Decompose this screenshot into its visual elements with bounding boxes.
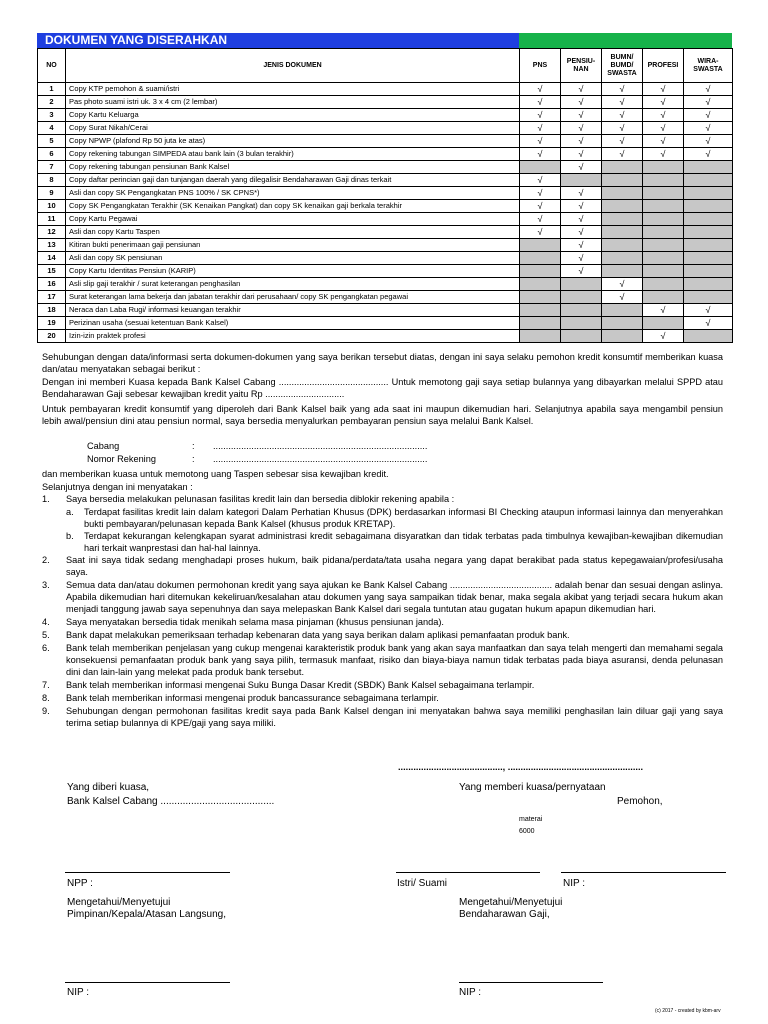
check-pensiunan: √: [561, 265, 602, 278]
row-document-name: Copy rekening tabungan SIMPEDA atau bank lain (3 bulan terakhir): [66, 148, 520, 161]
cabang-label: Cabang: [87, 441, 120, 451]
row-document-name: Asli dan copy Kartu Taspen: [66, 226, 520, 239]
row-number: 20: [38, 330, 66, 343]
na-cell-bumn: [602, 304, 643, 317]
title-bar-accent: [519, 33, 732, 48]
check-profesi: √: [643, 122, 684, 135]
table-row: [38, 213, 733, 226]
check-wiraswasta: √: [684, 96, 733, 109]
na-cell-profesi: [643, 174, 684, 187]
table-row: [38, 252, 733, 265]
na-cell-profesi: [643, 187, 684, 200]
header-wiraswasta: WIRA- SWASTA: [684, 49, 733, 83]
copyright-footer: (c) 2017 - created by kbm-arv: [655, 1008, 721, 1014]
check-profesi: √: [643, 148, 684, 161]
na-cell-bumn: [602, 239, 643, 252]
row-number: 16: [38, 278, 66, 291]
check-profesi: √: [643, 83, 684, 96]
row-number: 15: [38, 265, 66, 278]
na-cell-pns: [520, 304, 561, 317]
rekening-field[interactable]: ....................................................................................: [213, 454, 428, 464]
statement-text: Saya bersedia melakukan pelunasan fasilitas kredit lain dan bersedia diblokir rekening apabila :: [66, 494, 455, 504]
na-cell-bumn: [602, 265, 643, 278]
approval-line-left: [65, 982, 230, 983]
na-cell-profesi: [643, 317, 684, 330]
header-profesi: PROFESI: [643, 49, 684, 83]
table-title-bar: [37, 33, 732, 48]
date-line[interactable]: ........................................., .....................................................: [398, 762, 644, 772]
check-pensiunan: √: [561, 135, 602, 148]
rekening-colon: :: [192, 454, 195, 464]
statement-number: 5.: [42, 630, 50, 640]
materai-amount: 6000: [519, 828, 535, 835]
statement-number: 7.: [42, 680, 50, 690]
na-cell-profesi: [643, 161, 684, 174]
rekening-label: Nomor Rekening: [87, 454, 156, 464]
row-document-name: Copy NPWP (plafond Rp 50 juta ke atas): [66, 135, 520, 148]
na-cell-profesi: [643, 226, 684, 239]
na-cell-pns: [520, 291, 561, 304]
check-pns: √: [520, 174, 561, 187]
row-number: 8: [38, 174, 66, 187]
table-row: [38, 174, 733, 187]
statement-text: Sehubungan dengan permohonan fasilitas kredit saya pada Bank Kalsel dengan ini menyatakan bahwa saya memiliki penghasilan lain diluar gaji yang saya terima setiap bulannya di KPE/gaji yang saya miliki.: [66, 706, 723, 728]
na-cell-bumn: [602, 213, 643, 226]
row-number: 10: [38, 200, 66, 213]
na-cell-pns: [520, 239, 561, 252]
na-cell-pensiunan: [561, 330, 602, 343]
statement-item: [42, 579, 723, 615]
row-document-name: Copy Surat Nikah/Cerai: [66, 122, 520, 135]
table-row: [38, 109, 733, 122]
statement-item: [42, 679, 723, 691]
check-profesi: √: [643, 109, 684, 122]
row-document-name: Kitiran bukti penerimaan gaji pensiunan: [66, 239, 520, 252]
na-cell-bumn: [602, 174, 643, 187]
table-row: [38, 265, 733, 278]
check-bumn: √: [602, 291, 643, 304]
na-cell-profesi: [643, 252, 684, 265]
na-cell-wiraswasta: [684, 226, 733, 239]
table-row: [38, 135, 733, 148]
na-cell-pensiunan: [561, 291, 602, 304]
table-row: [38, 96, 733, 109]
check-pns: √: [520, 213, 561, 226]
na-cell-wiraswasta: [684, 265, 733, 278]
na-cell-wiraswasta: [684, 187, 733, 200]
statement-number: 9.: [42, 706, 50, 716]
check-bumn: √: [602, 96, 643, 109]
statement-item: [42, 493, 723, 505]
row-number: 2: [38, 96, 66, 109]
check-profesi: √: [643, 135, 684, 148]
table-row: [38, 304, 733, 317]
check-wiraswasta: √: [684, 135, 733, 148]
check-wiraswasta: √: [684, 109, 733, 122]
row-number: 3: [38, 109, 66, 122]
row-number: 18: [38, 304, 66, 317]
nip-right-label: NIP :: [459, 987, 482, 998]
approval-right-2: Bendaharawan Gaji,: [459, 909, 550, 920]
row-number: 7: [38, 161, 66, 174]
na-cell-pensiunan: [561, 317, 602, 330]
check-wiraswasta: √: [684, 122, 733, 135]
table-row: [38, 148, 733, 161]
row-document-name: Izin-izin praktek profesi: [66, 330, 520, 343]
check-pensiunan: √: [561, 109, 602, 122]
statement-number: 4.: [42, 617, 50, 627]
statement-list: [42, 493, 723, 730]
na-cell-wiraswasta: [684, 174, 733, 187]
check-pensiunan: √: [561, 83, 602, 96]
check-pns: √: [520, 226, 561, 239]
na-cell-profesi: [643, 278, 684, 291]
table-row: [38, 239, 733, 252]
na-cell-profesi: [643, 265, 684, 278]
na-cell-pns: [520, 252, 561, 265]
statement-item: [42, 705, 723, 729]
npp-label: NPP :: [67, 878, 93, 889]
header-pensiunan: PENSIU- NAN: [561, 49, 602, 83]
row-number: 17: [38, 291, 66, 304]
na-cell-profesi: [643, 291, 684, 304]
na-cell-bumn: [602, 252, 643, 265]
check-profesi: √: [643, 304, 684, 317]
istri-suami-label: Istri/ Suami: [397, 878, 448, 889]
row-document-name: Copy daftar perincian gaji dan tunjangan daerah yang dilegalisir Bendaharawan Gaji dinas terkait: [66, 174, 520, 187]
row-document-name: Copy Kartu Keluarga: [66, 109, 520, 122]
check-pns: √: [520, 122, 561, 135]
statement-subitem: [66, 506, 723, 530]
row-document-name: Surat keterangan lama bekerja dan jabatan terakhir dari perusahaan/ copy SK pengangkatan pegawai: [66, 291, 520, 304]
row-document-name: Neraca dan Laba Rugi/ informasi keuangan terakhir: [66, 304, 520, 317]
row-document-name: Copy SK Pengangkatan Terakhir (SK Kenaikan Pangkat) dan copy SK kenaikan gaji berkala terakhir: [66, 200, 520, 213]
na-cell-pensiunan: [561, 304, 602, 317]
statement-text: Bank telah memberikan informasi mengenai Suku Bunga Dasar Kredit (SBDK) Bank Kalsel sebagaimana terlampir.: [66, 680, 535, 690]
na-cell-wiraswasta: [684, 161, 733, 174]
check-bumn: √: [602, 109, 643, 122]
row-number: 4: [38, 122, 66, 135]
table-body: [38, 83, 733, 343]
table-header-row: [38, 49, 733, 83]
statement-text: Bank telah memberikan informasi mengenai produk bancassurance sebagaimana terlampir.: [66, 693, 439, 703]
check-wiraswasta: √: [684, 83, 733, 96]
na-cell-wiraswasta: [684, 252, 733, 265]
check-wiraswasta: √: [684, 317, 733, 330]
check-pensiunan: √: [561, 226, 602, 239]
na-cell-wiraswasta: [684, 330, 733, 343]
table-row: [38, 200, 733, 213]
materai-label: materai: [519, 816, 543, 823]
na-cell-bumn: [602, 161, 643, 174]
row-number: 19: [38, 317, 66, 330]
sig-right-pemohon: Pemohon,: [617, 796, 663, 807]
row-document-name: Copy rekening tabungan pensiunan Bank Kalsel: [66, 161, 520, 174]
statement-text: Saya menyatakan bersedia tidak menikah selama masa pinjaman (khusus pensiunan janda).: [66, 617, 444, 627]
na-cell-profesi: [643, 213, 684, 226]
check-bumn: √: [602, 148, 643, 161]
check-wiraswasta: √: [684, 304, 733, 317]
nip-left-label: NIP :: [67, 987, 90, 998]
row-number: 11: [38, 213, 66, 226]
header-pns: PNS: [520, 49, 561, 83]
sig-left-title: Yang diberi kuasa,: [67, 782, 150, 793]
na-cell-pns: [520, 330, 561, 343]
row-document-name: Pas photo suami istri uk. 3 x 4 cm (2 lembar): [66, 96, 520, 109]
na-cell-wiraswasta: [684, 239, 733, 252]
na-cell-pns: [520, 265, 561, 278]
table-row: [38, 291, 733, 304]
table-row: [38, 83, 733, 96]
na-cell-pns: [520, 161, 561, 174]
check-profesi: √: [643, 330, 684, 343]
row-document-name: Copy Kartu Pegawai: [66, 213, 520, 226]
sig-right-title: Yang memberi kuasa/pernyataan: [459, 782, 606, 793]
na-cell-pns: [520, 317, 561, 330]
row-document-name: Asli dan copy SK Pengangkatan PNS 100% / SK CPNS*): [66, 187, 520, 200]
pembayaran-paragraph: Untuk pembayaran kredit konsumtif yang diperoleh dari Bank Kalsel baik yang ada saat ini maupun dikemudian hari. Selanjutnya apabila saya mengambil pensiun lebih awal/pensiun dini atau pensiun normal, saya bersedia menyalurkan pembayaran pensiun saya melalui Bank Kalsel.: [42, 404, 723, 426]
subitem-text: Terdapat fasilitas kredit lain dalam kategori Dalam Perhatian Khusus (DPK) berdasarkan informasi BI Checking ataupun informasi lainnya dan menyerahkan bukti pembayaran/pelunasan kepada Bank Kalsel (khusus produk KRETAP).: [84, 507, 723, 529]
check-pensiunan: √: [561, 148, 602, 161]
check-wiraswasta: √: [684, 148, 733, 161]
header-bumn: BUMN/ BUMD/ SWASTA: [602, 49, 643, 83]
statement-text: Semua data dan/atau dokumen permohonan kredit yang saya ajukan ke Bank Kalsel Cabang ........................................ adalah benar dan sesuai dengan aslinya. Apabila dikemudian hari ditemukan kekeliruan/kesalahan atau dokumen yang saya sampaikan tidak benar, maka segala akibat yang terjadi secara hukum akan menjadi tanggung jawab saya sepenuhnya dan saya melepaskan Bank Kalsel dari segala tuntutan atau gugatan hukum apapun dikemudian hari.: [66, 580, 723, 614]
row-number: 6: [38, 148, 66, 161]
check-pensiunan: √: [561, 252, 602, 265]
statement-number: 3.: [42, 580, 50, 590]
na-cell-bumn: [602, 330, 643, 343]
nip-right-top-label: NIP :: [563, 878, 586, 889]
statement-text: Bank dapat melakukan pemeriksaan terhadap kebenaran data yang saya berikan dalam aplikasi pemanfaatan produk bank.: [66, 630, 570, 640]
table-row: [38, 330, 733, 343]
row-number: 1: [38, 83, 66, 96]
check-pensiunan: √: [561, 200, 602, 213]
check-pns: √: [520, 109, 561, 122]
row-number: 12: [38, 226, 66, 239]
cabang-field[interactable]: ....................................................................................: [213, 441, 428, 451]
check-pns: √: [520, 96, 561, 109]
check-pns: √: [520, 83, 561, 96]
sig-line-right: [561, 872, 726, 873]
statement-number: 2.: [42, 555, 50, 565]
table-title: DOKUMEN YANG DISERAHKAN: [37, 33, 519, 48]
na-cell-bumn: [602, 317, 643, 330]
statement-number: 8.: [42, 693, 50, 703]
statement-item: [42, 554, 723, 578]
statement-text: Bank telah memberikan penjelasan yang cukup mengenai karakteristik produk bank yang akan saya manfaatkan dan saya telah mengerti dan memahami segala konsekuensi pemanfaatan produk bank yang saya pilih, termasuk manfaat, risiko dan biaya-biaya namun tidak terbatas pada biaya asuransi, denda pelunasan dini dan lain-lain yang melekat pada produk bank tersebut.: [66, 643, 723, 677]
taspen-paragraph: dan memberikan kuasa untuk memotong uang Taspen sebesar sisa kewajiban kredit.: [42, 469, 389, 479]
approval-line-right: [459, 982, 603, 983]
statement-item: [42, 642, 723, 678]
statement-subitem: [66, 530, 723, 554]
table-row: [38, 187, 733, 200]
sig-line-left: [65, 872, 230, 873]
cabang-colon: :: [192, 441, 195, 451]
header-jenis-dokumen: JENIS DOKUMEN: [66, 49, 520, 83]
na-cell-wiraswasta: [684, 200, 733, 213]
na-cell-wiraswasta: [684, 213, 733, 226]
check-pns: √: [520, 187, 561, 200]
subitem-letter: a.: [66, 507, 74, 517]
na-cell-wiraswasta: [684, 278, 733, 291]
table-row: [38, 317, 733, 330]
na-cell-profesi: [643, 200, 684, 213]
na-cell-bumn: [602, 187, 643, 200]
na-cell-bumn: [602, 226, 643, 239]
subitem-letter: b.: [66, 531, 74, 541]
check-profesi: √: [643, 96, 684, 109]
na-cell-pns: [520, 278, 561, 291]
table-row: [38, 278, 733, 291]
check-pensiunan: √: [561, 122, 602, 135]
row-number: 14: [38, 252, 66, 265]
approval-left-2: Pimpinan/Kepala/Atasan Langsung,: [67, 909, 227, 920]
statement-item: [42, 629, 723, 641]
table-row: [38, 226, 733, 239]
check-bumn: √: [602, 278, 643, 291]
check-pns: √: [520, 200, 561, 213]
na-cell-bumn: [602, 200, 643, 213]
sig-left-bank: Bank Kalsel Cabang .........................................: [67, 796, 275, 807]
na-cell-pensiunan: [561, 278, 602, 291]
row-document-name: Asli dan copy SK pensiunan: [66, 252, 520, 265]
row-document-name: Copy Kartu Identitas Pensiun (KARIP): [66, 265, 520, 278]
check-pensiunan: √: [561, 161, 602, 174]
row-document-name: Copy KTP pemohon & suami/istri: [66, 83, 520, 96]
row-document-name: Asli slip gaji terakhir / surat keterangan penghasilan: [66, 278, 520, 291]
check-pensiunan: √: [561, 96, 602, 109]
check-pensiunan: √: [561, 239, 602, 252]
kuasa-paragraph: Dengan ini memberi Kuasa kepada Bank Kalsel Cabang ........................................... Untuk memotong gaji saya setiap bulannya yang dibayarkan melalui SPPD atau Bendaharawan Gaji sebesar kewajiban kredit yaitu Rp ...............................: [42, 377, 723, 399]
check-bumn: √: [602, 135, 643, 148]
row-number: 9: [38, 187, 66, 200]
check-pns: √: [520, 148, 561, 161]
check-pensiunan: √: [561, 213, 602, 226]
statement-item: [42, 692, 723, 704]
row-number: 5: [38, 135, 66, 148]
table-row: [38, 161, 733, 174]
approval-left-1: Mengetahui/Menyetujui: [67, 897, 171, 908]
statement-intro: Selanjutnya dengan ini menyatakan :: [42, 482, 193, 492]
row-number: 13: [38, 239, 66, 252]
row-document-name: Perizinan usaha (sesuai ketentuan Bank Kalsel): [66, 317, 520, 330]
check-pensiunan: √: [561, 187, 602, 200]
check-bumn: √: [602, 122, 643, 135]
na-cell-pensiunan: [561, 174, 602, 187]
header-no: NO: [38, 49, 66, 83]
statement-number: 6.: [42, 643, 50, 653]
approval-right-1: Mengetahui/Menyetujui: [459, 897, 563, 908]
check-bumn: √: [602, 83, 643, 96]
intro-paragraph: Sehubungan dengan data/informasi serta dokumen-dokumen yang saya berikan tersebut diatas, dengan ini saya selaku pemohon kredit konsumtif memberikan kuasa dan/atau menyatakan sebagai berikut :: [42, 352, 723, 374]
na-cell-wiraswasta: [684, 291, 733, 304]
statement-item: [42, 616, 723, 628]
statement-number: 1.: [42, 494, 50, 504]
check-pns: √: [520, 135, 561, 148]
subitem-text: Terdapat kekurangan kelengkapan syarat administrasi kredit sebagaimana disyaratkan dan tidak terbatas pada timbulnya kewajiban-kewajiban dikemudian hari terkait wanprestasi dan hal-hal lainnya.: [84, 531, 723, 553]
table-row: [38, 122, 733, 135]
sig-line-middle: [396, 872, 540, 873]
statement-text: Saat ini saya tidak sedang menghadapi proses hukum, baik pidana/perdata/tata usaha negara yang dapat berakibat pada status kepegawaian/profesi/usaha saya.: [66, 555, 723, 577]
document-table: [37, 48, 733, 343]
na-cell-profesi: [643, 239, 684, 252]
